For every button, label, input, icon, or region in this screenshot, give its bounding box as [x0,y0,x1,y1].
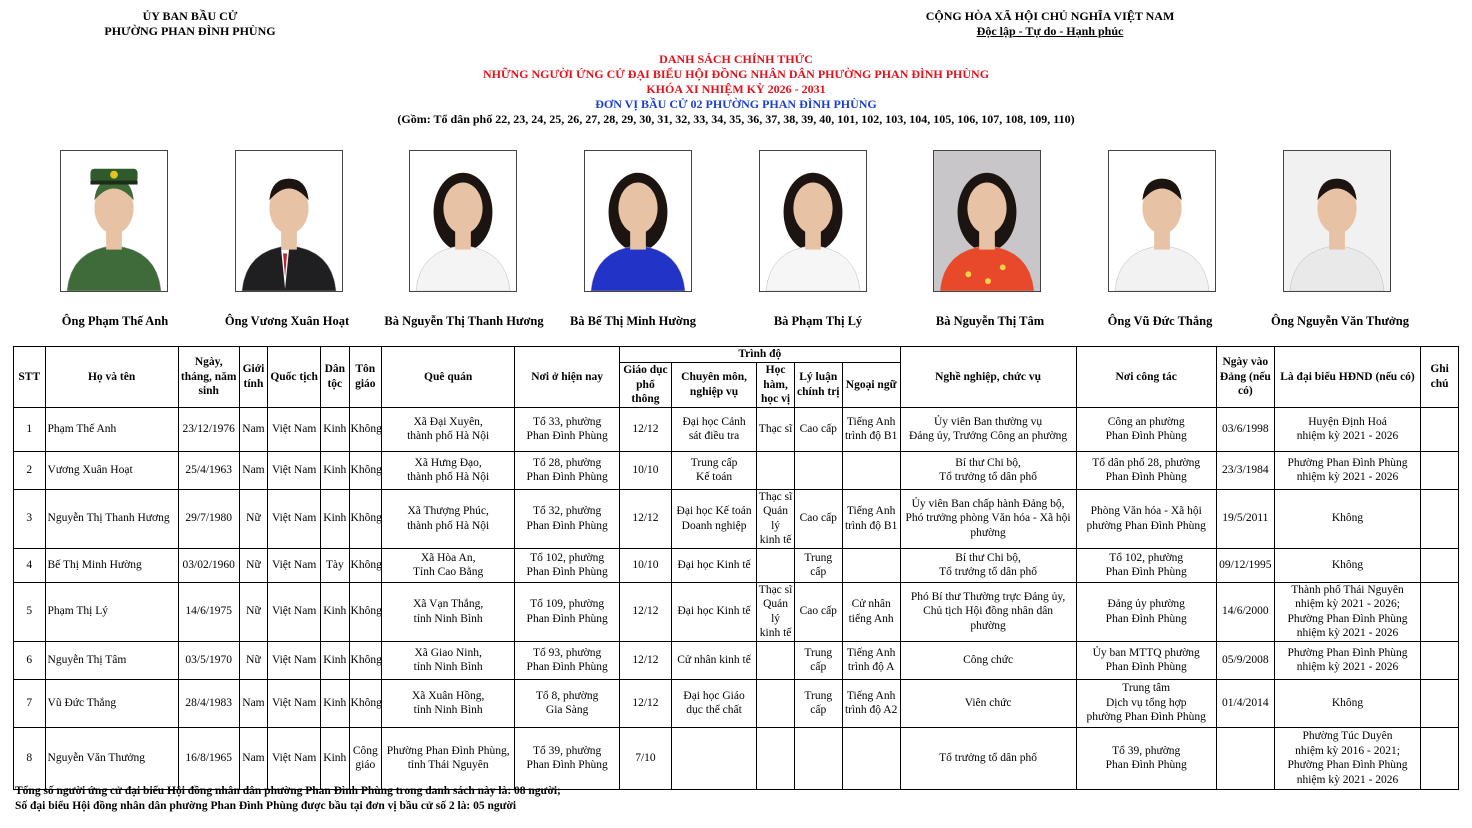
cell-note [1421,582,1459,641]
motto: Độc lập - Tự do - Hạnh phúc [976,24,1124,38]
cell-nationality: Việt Nam [268,679,321,727]
cell-occupation: Tổ trưởng tổ dân phố [900,727,1076,789]
candidate-photo [1283,150,1391,292]
country-name: CỘNG HÒA XÃ HỘI CHỦ NGHĨA VIỆT NAM [925,9,1175,23]
cell-hometown: Xã Giao Ninh, tỉnh Ninh Bình [382,641,515,679]
cell-hometown: Xã Xuân Hồng, tỉnh Ninh Bình [382,679,515,727]
cell-stt: 6 [14,641,46,679]
title-line-1: DANH SÁCH CHÍNH THỨC [659,52,813,66]
cell-gender: Nam [239,679,267,727]
header-general-edu: Giáo dục phổ thông [620,363,672,408]
title-line-2: NHỮNG NGƯỜI ỨNG CỬ ĐẠI BIỂU HỘI ĐỒNG NHÂN DÂN PHƯỜNG PHAN ĐÌNH PHÙNG [482,67,990,81]
cell-gender: Nam [239,407,267,451]
cell-delegate: Phường Phan Đình Phùng nhiệm kỳ 2021 - 2026 [1274,641,1420,679]
cell-delegate: Không [1274,489,1420,548]
cell-name: Nguyễn Thị Tâm [45,641,178,679]
cell-academic [757,679,795,727]
cell-language [842,451,900,489]
photo-caption: Ông Phạm Thế Anh [61,314,169,328]
cell-residence: Tổ 32, phường Phan Đình Phùng [515,489,620,548]
header-right [880,9,1220,39]
cell-stt: 1 [14,407,46,451]
cell-stt: 3 [14,489,46,548]
cell-gender: Nữ [239,582,267,641]
photo-caption: Bà Nguyễn Thị Thanh Hương [384,314,544,328]
cell-professional: Đại học Kế toán Doanh nghiệp [671,489,756,548]
cell-nationality: Việt Nam [268,548,321,582]
cell-professional: Đại học Cảnh sát điều tra [671,407,756,451]
cell-political: Cao cấp [794,582,842,641]
cell-stt: 5 [14,582,46,641]
table-row [14,407,1459,451]
table-row [14,548,1459,582]
cell-note [1421,641,1459,679]
cell-party-date: 19/5/2011 [1216,489,1274,548]
cell-name: Phạm Thị Lý [45,582,178,641]
cell-party-date: 03/6/1998 [1216,407,1274,451]
cell-ethnic: Kinh [321,582,349,641]
table-row [14,641,1459,679]
cell-political: Trung cấp [794,641,842,679]
header-education-group: Trình độ [620,347,901,363]
cell-party-date: 14/6/2000 [1216,582,1274,641]
cell-occupation: Viên chức [900,679,1076,727]
cell-political: Cao cấp [794,407,842,451]
cell-dob: 25/4/1963 [178,451,239,489]
cell-nationality: Việt Nam [268,727,321,789]
cell-workplace: Tổ dân phố 28, phường Phan Đình Phùng [1076,451,1216,489]
cell-gender: Nam [239,451,267,489]
cell-party-date: 09/12/1995 [1216,548,1274,582]
cell-language [842,727,900,789]
cell-ethnic: Kinh [321,451,349,489]
header-language: Ngoại ngữ [842,363,900,408]
cell-language: Tiếng Anh trình độ B1 [842,407,900,451]
header-nationality: Quốc tịch [268,347,321,408]
cell-note [1421,548,1459,582]
header-ethnic: Dân tộc [321,347,349,408]
cell-residence: Tổ 8, phường Gia Sàng [515,679,620,727]
cell-religion: Công giáo [349,727,382,789]
header-religion: Tôn giáo [349,347,382,408]
photo-caption: Bà Nguyễn Thị Tâm [935,314,1045,328]
cell-professional: Đại học Kinh tế [671,582,756,641]
cell-hometown: Phường Phan Đình Phùng, tỉnh Thái Nguyên [382,727,515,789]
cell-ethnic: Kinh [321,727,349,789]
cell-note [1421,679,1459,727]
cell-religion: Không [349,641,382,679]
header-academic: Học hàm, học vị [757,363,795,408]
header-hometown: Quê quán [382,347,515,408]
cell-delegate: Phường Túc Duyên nhiệm kỳ 2016 - 2021; Phường Phan Đình Phùng nhiệm kỳ 2021 - 2026 [1274,727,1420,789]
cell-workplace: Tổ 102, phường Phan Đình Phùng [1076,548,1216,582]
cell-residence: Tổ 39, phường Phan Đình Phùng [515,727,620,789]
cell-language [842,548,900,582]
cell-residence: Tổ 28, phường Phan Đình Phùng [515,451,620,489]
title-line-4: ĐƠN VỊ BẦU CỬ 02 PHƯỜNG PHAN ĐÌNH PHÙNG [595,97,877,111]
cell-delegate: Thành phố Thái Nguyên nhiệm kỳ 2021 - 2026; Phường Phan Đình Phùng nhiệm kỳ 2021 - 2026 [1274,582,1420,641]
cell-religion: Không [349,679,382,727]
cell-name: Phạm Thế Anh [45,407,178,451]
cell-gender: Nữ [239,641,267,679]
cell-religion: Không [349,548,382,582]
cell-general-edu: 12/12 [620,489,672,548]
cell-note [1421,489,1459,548]
cell-general-edu: 7/10 [620,727,672,789]
cell-language: Tiếng Anh trình độ A2 [842,679,900,727]
footer-elected-count: Số đại biểu Hội đồng nhân dân phường Phan Đình Phùng được bầu tại đơn vị bầu cử số 2 là: 05 người [15,800,517,812]
cell-language: Tiếng Anh trình độ A [842,641,900,679]
document-title [0,52,1472,127]
cell-general-edu: 12/12 [620,582,672,641]
header-party-date: Ngày vào Đảng (nếu có) [1216,347,1274,408]
cell-general-edu: 12/12 [620,641,672,679]
cell-academic [757,641,795,679]
candidate-photo [60,150,168,292]
footer-total-candidates: Tổng số người ứng cử đại biểu Hội đồng nhân dân phường Phan Đình Phùng trong danh sách này là: 08 người; [15,785,561,797]
cell-general-edu: 12/12 [620,679,672,727]
cell-political [794,727,842,789]
photo-caption: Bà Bế Thị Minh Hường [569,314,697,328]
cell-residence: Tổ 93, phường Phan Đình Phùng [515,641,620,679]
cell-dob: 16/8/1965 [178,727,239,789]
cell-language: Tiếng Anh trình độ B1 [842,489,900,548]
cell-religion: Không [349,407,382,451]
cell-stt: 2 [14,451,46,489]
cell-nationality: Việt Nam [268,407,321,451]
cell-academic [757,451,795,489]
cell-academic: Thạc sĩ [757,407,795,451]
cell-religion: Không [349,451,382,489]
header-professional: Chuyên môn, nghiệp vụ [671,363,756,408]
cell-occupation: Bí thư Chi bộ, Tổ trưởng tổ dân phố [900,451,1076,489]
candidate-photo [409,150,517,292]
cell-name: Vương Xuân Hoạt [45,451,178,489]
candidate-photo [235,150,343,292]
title-line-5: (Gồm: Tổ dân phố 22, 23, 24, 25, 26, 27, 28, 29, 30, 31, 32, 33, 34, 35, 36, 37, 38, 39, 40, 101, 102, 103, 104, 105, 106, 107, 108, 109, 110) [397,112,1075,126]
photo-caption: Ông Nguyễn Văn Thưởng [1271,314,1409,328]
cell-residence: Tổ 102, phường Phan Đình Phùng [515,548,620,582]
cell-professional: Đại học Giáo dục thể chất [671,679,756,727]
header-dob: Ngày, tháng, năm sinh [178,347,239,408]
cell-party-date: 23/3/1984 [1216,451,1274,489]
candidate-table [13,346,1459,790]
cell-hometown: Xã Thượng Phúc, thành phố Hà Nội [382,489,515,548]
cell-residence: Tổ 109, phường Phan Đình Phùng [515,582,620,641]
candidate-photo [759,150,867,292]
cell-dob: 14/6/1975 [178,582,239,641]
cell-general-edu: 12/12 [620,407,672,451]
cell-occupation: Ủy viên Ban thường vụ Đảng ủy, Trưởng Công an phường [900,407,1076,451]
header-delegate: Là đại biểu HĐND (nếu có) [1274,347,1420,408]
cell-ethnic: Kinh [321,641,349,679]
cell-note [1421,407,1459,451]
cell-religion: Không [349,582,382,641]
cell-occupation: Phó Bí thư Thường trực Đảng ủy, Chủ tịch Hội đồng nhân dân phường [900,582,1076,641]
cell-dob: 03/5/1970 [178,641,239,679]
cell-dob: 23/12/1976 [178,407,239,451]
cell-professional: Cử nhân kinh tế [671,641,756,679]
cell-delegate: Phường Phan Đình Phùng nhiệm kỳ 2021 - 2026 [1274,451,1420,489]
cell-occupation: Ủy viên Ban chấp hành Đảng bộ, Phó trưởng phòng Văn hóa - Xã hội phường [900,489,1076,548]
header-left [80,9,300,39]
cell-workplace: Tổ 39, phường Phan Đình Phùng [1076,727,1216,789]
cell-political [794,451,842,489]
cell-ethnic: Kinh [321,679,349,727]
cell-ethnic: Tày [321,548,349,582]
cell-ethnic: Kinh [321,407,349,451]
cell-nationality: Việt Nam [268,641,321,679]
header-occupation: Nghề nghiệp, chức vụ [900,347,1076,408]
table-row [14,582,1459,641]
cell-gender: Nam [239,727,267,789]
cell-delegate: Không [1274,679,1420,727]
header-note: Ghi chú [1421,347,1459,408]
header-name: Họ và tên [45,347,178,408]
cell-dob: 03/02/1960 [178,548,239,582]
cell-party-date: 01/4/2014 [1216,679,1274,727]
title-line-3: KHÓA XI NHIỆM KỲ 2026 - 2031 [646,82,826,96]
cell-political: Trung cấp [794,548,842,582]
cell-professional: Đại học Kinh tế [671,548,756,582]
cell-residence: Tổ 33, phường Phan Đình Phùng [515,407,620,451]
cell-name: Vũ Đức Thắng [45,679,178,727]
cell-political: Trung cấp [794,679,842,727]
cell-name: Nguyễn Văn Thưởng [45,727,178,789]
cell-gender: Nữ [239,489,267,548]
cell-workplace: Ủy ban MTTQ phường Phan Đình Phùng [1076,641,1216,679]
cell-stt: 8 [14,727,46,789]
header-workplace: Nơi công tác [1076,347,1216,408]
photo-caption: Bà Phạm Thị Lý [773,314,863,328]
committee-name: ỦY BAN BẦU CỬ [142,9,238,23]
cell-note [1421,727,1459,789]
table-row [14,679,1459,727]
cell-occupation: Công chức [900,641,1076,679]
candidate-photo [584,150,692,292]
cell-party-date: 05/9/2008 [1216,641,1274,679]
cell-language: Cử nhân tiếng Anh [842,582,900,641]
candidate-photo [1108,150,1216,292]
cell-occupation: Bí thư Chi bộ, Tổ trưởng tổ dân phố [900,548,1076,582]
cell-gender: Nữ [239,548,267,582]
cell-hometown: Xã Hưng Đạo, thành phố Hà Nội [382,451,515,489]
cell-delegate: Huyện Định Hoá nhiệm kỳ 2021 - 2026 [1274,407,1420,451]
ward-name: PHƯỜNG PHAN ĐÌNH PHÙNG [104,24,276,38]
header-political: Lý luận chính trị [794,363,842,408]
cell-name: Bế Thị Minh Hường [45,548,178,582]
header-stt: STT [14,347,46,408]
cell-delegate: Không [1274,548,1420,582]
cell-stt: 4 [14,548,46,582]
cell-hometown: Xã Vạn Thắng, tỉnh Ninh Bình [382,582,515,641]
cell-academic: Thạc sĩ Quản lý kinh tế [757,582,795,641]
cell-political: Cao cấp [794,489,842,548]
cell-general-edu: 10/10 [620,548,672,582]
table-row [14,727,1459,789]
cell-workplace: Trung tâm Dịch vụ tổng hợp phường Phan Đình Phùng [1076,679,1216,727]
photo-caption: Ông Vũ Đức Thắng [1107,314,1213,328]
candidate-photo [933,150,1041,292]
cell-dob: 28/4/1983 [178,679,239,727]
cell-hometown: Xã Đại Xuyên, thành phố Hà Nội [382,407,515,451]
header-residence: Nơi ở hiện nay [515,347,620,408]
cell-nationality: Việt Nam [268,489,321,548]
cell-academic: Thạc sĩ Quản lý kinh tế [757,489,795,548]
cell-dob: 29/7/1980 [178,489,239,548]
table-row [14,451,1459,489]
cell-professional [671,727,756,789]
header-gender: Giới tính [239,347,267,408]
table-row [14,489,1459,548]
cell-general-edu: 10/10 [620,451,672,489]
cell-religion: Không [349,489,382,548]
cell-workplace: Công an phường Phan Đình Phùng [1076,407,1216,451]
cell-name: Nguyễn Thị Thanh Hương [45,489,178,548]
cell-party-date [1216,727,1274,789]
cell-workplace: Đảng ủy phường Phan Đình Phùng [1076,582,1216,641]
cell-hometown: Xã Hòa An, Tỉnh Cao Bằng [382,548,515,582]
cell-nationality: Việt Nam [268,451,321,489]
photo-caption: Ông Vương Xuân Hoạt [224,314,350,328]
cell-stt: 7 [14,679,46,727]
cell-academic [757,548,795,582]
cell-academic [757,727,795,789]
cell-ethnic: Kinh [321,489,349,548]
cell-professional: Trung cấp Kế toán [671,451,756,489]
cell-nationality: Việt Nam [268,582,321,641]
cell-workplace: Phòng Văn hóa - Xã hội phường Phan Đình Phùng [1076,489,1216,548]
cell-note [1421,451,1459,489]
